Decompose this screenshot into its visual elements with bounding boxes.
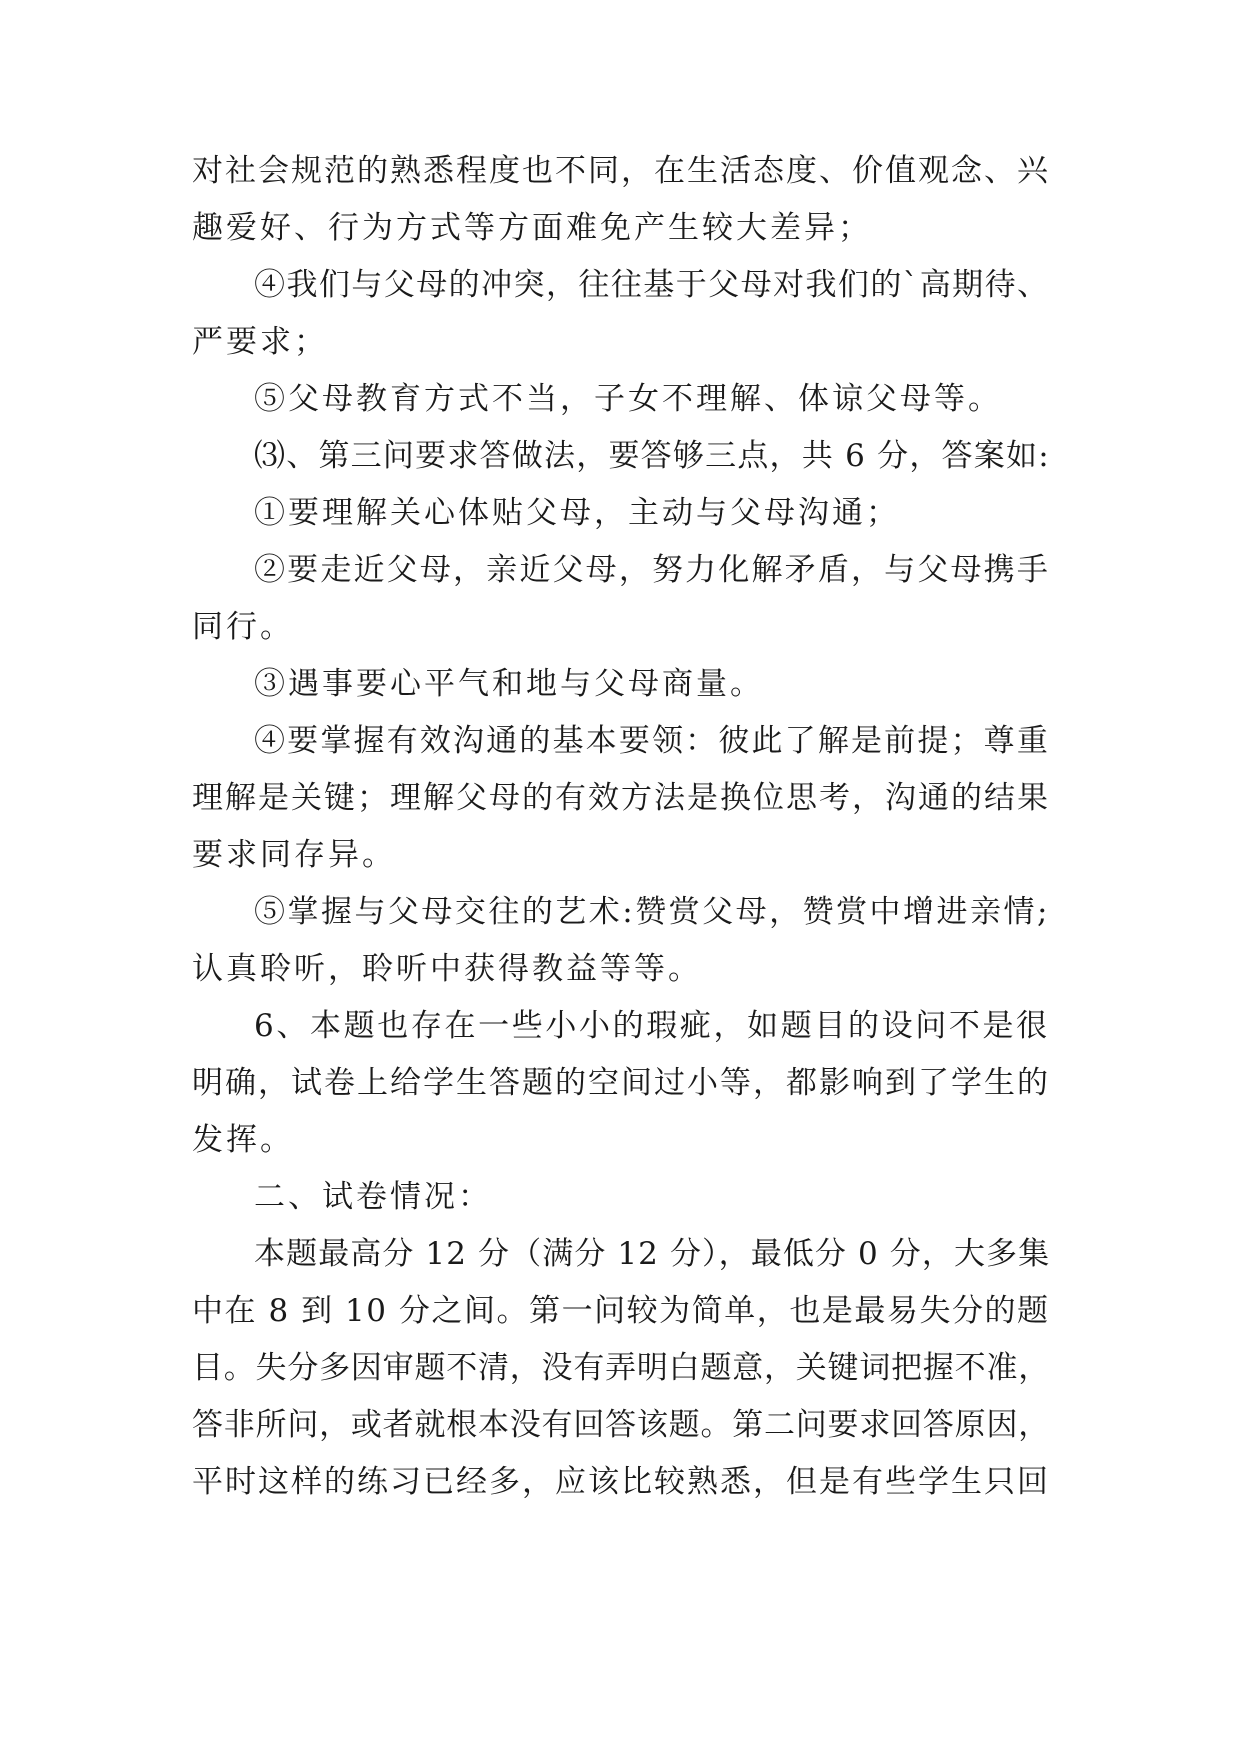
text-line: ②要走近父母，亲近父母，努力化解矛盾，与父母携手 [254, 552, 1050, 588]
text-line: 本题最高分 12 分（满分 12 分），最低分 0 分，大多集 [254, 1236, 1051, 1272]
text-line: ③遇事要心平气和地与父母商量。 [254, 666, 764, 702]
text-line: 发挥。 [192, 1122, 294, 1158]
text-line: 对社会规范的熟悉程度也不同，在生活态度、价值观念、兴 [192, 153, 1050, 189]
text-line: 6、本题也存在一些小小的瑕疵，如题目的设问不是很 [254, 1008, 1050, 1044]
text-line: ⑤父母教育方式不当，子女不理解、体谅父母等。 [254, 381, 1002, 417]
text-line: 同行。 [192, 609, 294, 645]
text-line: ⑤掌握与父母交往的艺术:赞赏父母，赞赏中增进亲情; [254, 894, 1050, 930]
text-line: 理解是关键；理解父母的有效方法是换位思考，沟通的结果 [192, 780, 1050, 816]
text-line: ①要理解关心体贴父母，主动与父母沟通； [254, 495, 900, 531]
text-line: 明确，试卷上给学生答题的空间过小等，都影响到了学生的 [192, 1065, 1050, 1101]
text-line: ④我们与父母的冲突，往往基于父母对我们的`高期待、 [254, 267, 1050, 303]
text-line: ④要掌握有效沟通的基本要领：彼此了解是前提；尊重 [254, 723, 1050, 759]
text-line: ⑶、第三问要求答做法，要答够三点，共 6 分，答案如: [254, 438, 1050, 474]
text-line: 严要求； [192, 324, 328, 360]
section-heading: 二、试卷情况： [254, 1179, 492, 1215]
text-line: 目。失分多因审题不清，没有弄明白题意，关键词把握不准， [192, 1350, 1050, 1386]
text-line: 要求同存异。 [192, 837, 396, 873]
text-line: 趣爱好、行为方式等方面难免产生较大差异； [192, 210, 872, 246]
text-line: 答非所问，或者就根本没有回答该题。第二问要求回答原因， [192, 1407, 1050, 1443]
text-line: 认真聆听，聆听中获得教益等等。 [192, 951, 702, 987]
text-line: 平时这样的练习已经多，应该比较熟悉，但是有些学生只回 [192, 1464, 1050, 1500]
text-line: 中在 8 到 10 分之间。第一问较为简单，也是最易失分的题 [192, 1293, 1050, 1329]
